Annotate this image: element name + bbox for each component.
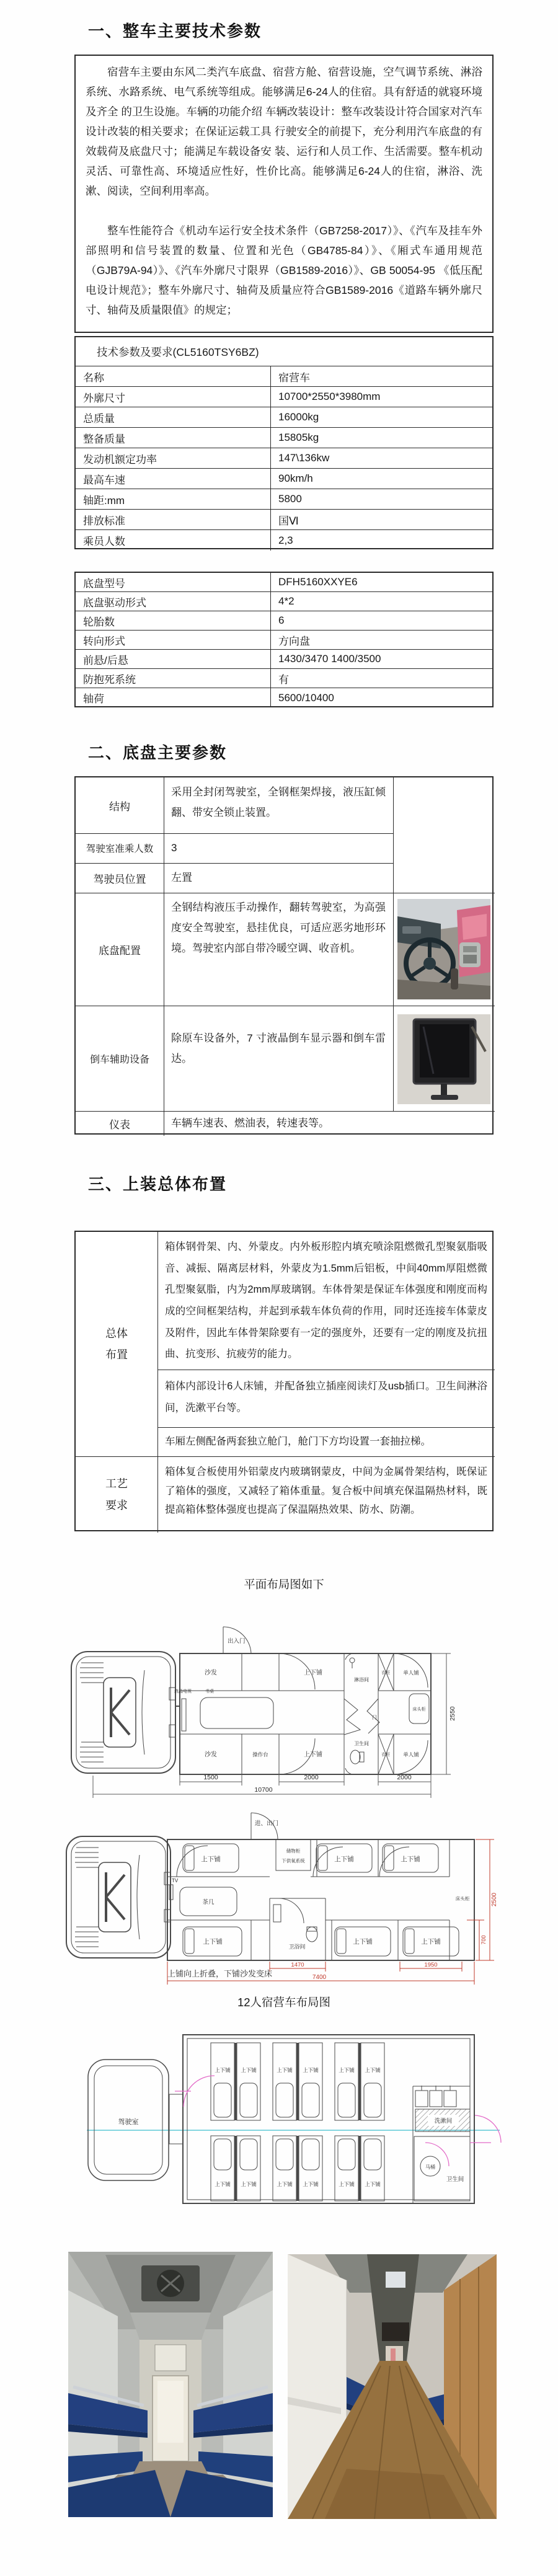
d1-tv-label: 液晶电视: [174, 1689, 192, 1694]
row-label-chassis-config: 底盘配置: [99, 944, 141, 957]
row-text-layout-a: 箱体钢骨架、内、外蒙皮。内外板形腔内填充喷涂阻燃微孔型聚氨脂吸音、减振、隔离层材料，外蒙皮为1.5mm后铝板，中间40mm厚阻燃微孔型聚氨脂，内为2mm厚玻璃钢。车体骨架是保证车体强度和刚度而构成的空间框架结构，并起到承载车体负荷的作用，同时还连接车体蒙皮及附件，因此车体骨架除要有一定的强度外，还要有一定的刚度及抗扭曲、抗变形、抗疲劳的能力。: [165, 1241, 487, 1360]
table-row: [76, 489, 492, 510]
d2-dim-7400: 7400: [312, 1974, 327, 1981]
table-cell: 90km/h: [278, 472, 313, 484]
table-row: [76, 366, 492, 387]
table-cell: 5600/10400: [278, 691, 334, 704]
row-label-reverse-aid: 倒车辅助设备: [89, 1054, 149, 1065]
floorplan-overall: [65, 1619, 493, 1807]
table-row: [76, 428, 492, 448]
intro-paragraph-1: 宿营车主要由东风二类汽车底盘、宿营方舱、宿营设施，空气调节系统、淋浴系统、水路系统、电气系统等组成。能够满足6-24人的住宿。具有舒适的就寝环境及齐全 的卫生设施。车辆的功能介绍 车辆改装设计：整车改装设计符合国家对汽车设计改装的相关要求；在保证运载工具 行驶安全的前提下，充分利用汽车底盘的有效载荷及底盘尺寸；能满足车载设备安 装、运行和人员工作、生活需要。整车机动灵活、可靠性高、环境适应性好，性价比高。能够满足6-24人的住宿，淋浴、洗漱、阅读，空间利用率高。: [86, 66, 482, 197]
row-text-cab-seats: 3: [171, 842, 177, 854]
table-row: [76, 688, 492, 707]
intro-textbox: [74, 55, 494, 333]
table-cell: 6: [278, 614, 285, 626]
d1-dim-total: 10700: [254, 1786, 273, 1794]
d1-dim-2000b: 2000: [397, 1774, 412, 1781]
d1-door-small-label: 门: [372, 1715, 377, 1720]
d3-wash-label: 洗漱间: [434, 2118, 453, 2125]
floorplan-12person: [65, 1805, 499, 1993]
table-row: [76, 669, 492, 688]
table-cell: 底盘型号: [76, 573, 271, 591]
spec-table-body: [76, 366, 492, 551]
row-text-layout-b: 箱体内部设计6人床铺，并配备独立插座阅读灯及usb插口。卫生间淋浴间，洗漱平台等。: [165, 1381, 487, 1414]
table-cell: 方向盘: [278, 635, 310, 647]
d3-wc-seat-label: 马桶: [425, 2164, 435, 2170]
d2-dim-1950: 1950: [424, 1962, 438, 1968]
d2-tv-label: TV: [172, 1878, 179, 1883]
table-row: [76, 631, 492, 650]
table-cell: 防抱死系统: [76, 669, 271, 688]
row-text-structure: 采用全封闭驾驶室，全钢框架焊接，液压缸倾翻、带安全锁止装置。: [171, 786, 386, 819]
d2-bunk1-label: 上下铺: [201, 1856, 221, 1863]
table-cell: 147\136kw: [278, 452, 330, 464]
table-row: [76, 407, 492, 428]
d1-dim-1500: 1500: [203, 1774, 218, 1781]
chassis-detail-table: [74, 776, 494, 1135]
table-row: [76, 592, 492, 611]
d2-note: 上铺向上折叠，下铺沙发变床: [167, 1969, 273, 1978]
table-row: [76, 448, 492, 469]
d1-entry-door-label: 出入门: [228, 1638, 246, 1645]
d3-bunk-b4: 上下铺: [303, 2181, 319, 2187]
d1-console-label: 操作台: [252, 1751, 268, 1758]
table-row: [76, 510, 492, 530]
d3-bunk-t4: 上下铺: [303, 2067, 319, 2073]
table-cell: 名称: [76, 366, 271, 386]
table-cell: 排放标准: [76, 510, 271, 529]
table-row: [76, 650, 492, 669]
table-cell: 整备质量: [76, 428, 271, 448]
d1-desk-label: 书桌: [205, 1689, 214, 1694]
section2-title: 二、底盘主要参数: [88, 743, 228, 762]
d1-bunk-top-label: 上下铺: [304, 1670, 322, 1676]
d2-bunk2-label: 上下铺: [334, 1856, 354, 1863]
table-cell: 16000kg: [278, 411, 319, 423]
d3-bunk-t1: 上下铺: [215, 2067, 231, 2073]
body-layout-table: [74, 1231, 494, 1531]
table-cell: 最高车速: [76, 469, 271, 489]
row-text-reverse-aid: 除原车设备外，7 寸液晶倒车显示器和倒车雷达。: [171, 1032, 386, 1065]
row-label-structure: 结构: [109, 800, 130, 813]
table-cell: 轴荷: [76, 688, 271, 707]
table-cell: 轴距:mm: [76, 489, 271, 509]
d1-wardrobe-bottom-label: 衣柜: [381, 1753, 390, 1757]
table-cell: 乘员人数: [76, 530, 271, 551]
d3-bunk-b5: 上下铺: [339, 2181, 355, 2187]
table-cell: 2,3: [278, 534, 293, 546]
table-cell: 转向形式: [76, 631, 271, 649]
d3-bunk-b2: 上下铺: [241, 2181, 257, 2187]
d2-bunk4-label: 上下铺: [203, 1938, 223, 1945]
d3-bunk-b3: 上下铺: [277, 2181, 293, 2187]
table-cell: DFH5160XXYE6: [278, 576, 358, 588]
table-cell: 发动机额定功率: [76, 448, 271, 468]
reverse-monitor-photo: [397, 1014, 490, 1107]
d3-toilet-label: 卫生间: [446, 2176, 464, 2183]
d1-wardrobe-top-label: 衣柜: [381, 1671, 390, 1675]
table-row: [76, 611, 492, 631]
table-row: [76, 469, 492, 489]
d2-entry-door-label: 进、出门: [255, 1820, 279, 1827]
interior-photo-2: [288, 2254, 497, 2519]
diagram2-caption: 12人宿营车布局图: [237, 1996, 331, 2009]
spec-table-header: 技术参数及要求(CL5160TSY6BZ): [76, 337, 492, 366]
row-label-craft: 工艺要求: [105, 1477, 128, 1512]
d1-dim-height: 2550: [449, 1706, 456, 1721]
table-cell: 宿营车: [278, 371, 310, 384]
d1-bunk-bottom-label: 上下铺: [304, 1751, 322, 1758]
table-cell: 5800: [278, 493, 302, 505]
d2-bathroom-label: 卫浴间: [288, 1944, 306, 1950]
d3-bunk-b1: 上下铺: [215, 2181, 231, 2187]
table-cell: 4*2: [278, 595, 294, 607]
table-cell: 外廓尺寸: [76, 387, 271, 407]
d1-single-bottom-label: 单人铺: [403, 1751, 419, 1758]
row-text-chassis-config: 全钢结构液压手动操作，翻转驾驶室，为高强度安全驾驶室，悬挂优良，可适应恶劣地形环境。驾驶室内部自带冷暖空调、收音机。: [171, 901, 386, 955]
d1-dim-2000a: 2000: [304, 1774, 319, 1781]
d2-tea-table-label: 茶几: [202, 1899, 215, 1906]
table-cell: 有: [278, 673, 289, 686]
d2-nightstand-label: 床头柜: [455, 1896, 470, 1901]
d1-single-top-label: 单人铺: [403, 1670, 419, 1676]
table-cell: 底盘驱动形式: [76, 592, 271, 611]
d3-cab-label: 驾驶室: [118, 2118, 139, 2126]
table-row: [76, 573, 492, 592]
table-cell: 1430/3470 1400/3500: [278, 653, 381, 665]
table-cell: 总质量: [76, 407, 271, 427]
d3-bunk-b6: 上下铺: [365, 2181, 381, 2187]
section1-title: 一、整车主要技术参数: [88, 22, 262, 40]
spec-table-1: [74, 336, 494, 549]
chassis-spec-body: [76, 573, 492, 707]
d3-bunk-t6: 上下铺: [365, 2067, 381, 2073]
row-text-layout-c: 车厢左侧配备两套独立舱门，舱门下方均设置一套抽拉梯。: [165, 1436, 431, 1448]
row-label-driver-pos: 驾驶员位置: [93, 873, 146, 885]
d2-bunk6-label: 上下铺: [421, 1938, 441, 1945]
table-cell: 国Ⅵ: [278, 515, 299, 527]
d3-bunk-t2: 上下铺: [241, 2067, 257, 2073]
d1-sofa-bottom-label: 沙发: [205, 1751, 217, 1758]
d3-bunk-t5: 上下铺: [339, 2067, 355, 2073]
d2-storage-label-2: 下供氧系统: [281, 1858, 305, 1864]
table-cell: 15805kg: [278, 432, 319, 443]
d2-bunk3-label: 上下铺: [401, 1856, 420, 1863]
row-text-craft: 箱体复合板使用外铝蒙皮内玻璃钢蒙皮，中间为金属骨架结构，既保证了箱体的强度，又减轻了箱体重量。复合板中间填充保温隔热材料，既提高箱体整体强度也提高了保温隔热效果、防水、防潮。: [165, 1466, 487, 1516]
d2-storage-label-1: 储物柜: [286, 1848, 301, 1854]
d2-dim-1470: 1470: [291, 1962, 304, 1968]
floorplan-bunkgrid: [81, 2021, 502, 2220]
d3-bunk-t3: 上下铺: [277, 2067, 293, 2073]
d1-sofa-top-label: 沙发: [205, 1670, 217, 1676]
row-text-driver-pos: 左置: [171, 872, 192, 884]
row-label-instruments: 仪表: [109, 1118, 130, 1131]
intro-paragraph-2: 整车性能符合《机动车运行安全技术条件（GB7258-2017）》、《汽车及挂车外部照明和信号装置的数量、位置和光色（GB4785-84）》、《厢式车通用规范（GJB79A-94）》、《汽车外廓尺寸限界（GB1589-2016）》、GB 50054-95 《低压配电设计规范》；整车外廓尺寸、轴荷及质量应符合GB1589-2016《道路车辆外廓尺寸、轴荷及质量限值》的规定；: [86, 224, 482, 316]
plan-caption: 平面布局图如下: [244, 1578, 324, 1591]
row-text-instruments: 车辆车速表、燃油表，转速表等。: [171, 1117, 329, 1130]
table-cell: 前悬/后悬: [76, 650, 271, 668]
d2-dim-2500: 2500: [491, 1892, 498, 1907]
table-row: [76, 387, 492, 407]
table-cell: 10700*2550*3980mm: [278, 391, 381, 402]
cab-interior-photo: [397, 899, 490, 1003]
d1-toilet-label: 卫生间: [354, 1741, 369, 1746]
d2-dim-700: 700: [480, 1935, 487, 1945]
table-row: [76, 530, 492, 551]
chassis-spec-table: [74, 572, 494, 707]
d1-shower-label: 淋浴间: [354, 1677, 369, 1683]
table-cell: 轮胎数: [76, 611, 271, 630]
interior-photo-1: [68, 2252, 273, 2517]
row-label-general-layout: 总体布置: [105, 1327, 128, 1361]
section3-title: 三、上装总体布置: [88, 1175, 228, 1193]
d2-bunk5-label: 上下铺: [353, 1938, 373, 1945]
d1-nightstand-label: 床头柜: [412, 1707, 426, 1712]
row-label-cab-seats: 驾驶室准乘人数: [86, 844, 154, 854]
